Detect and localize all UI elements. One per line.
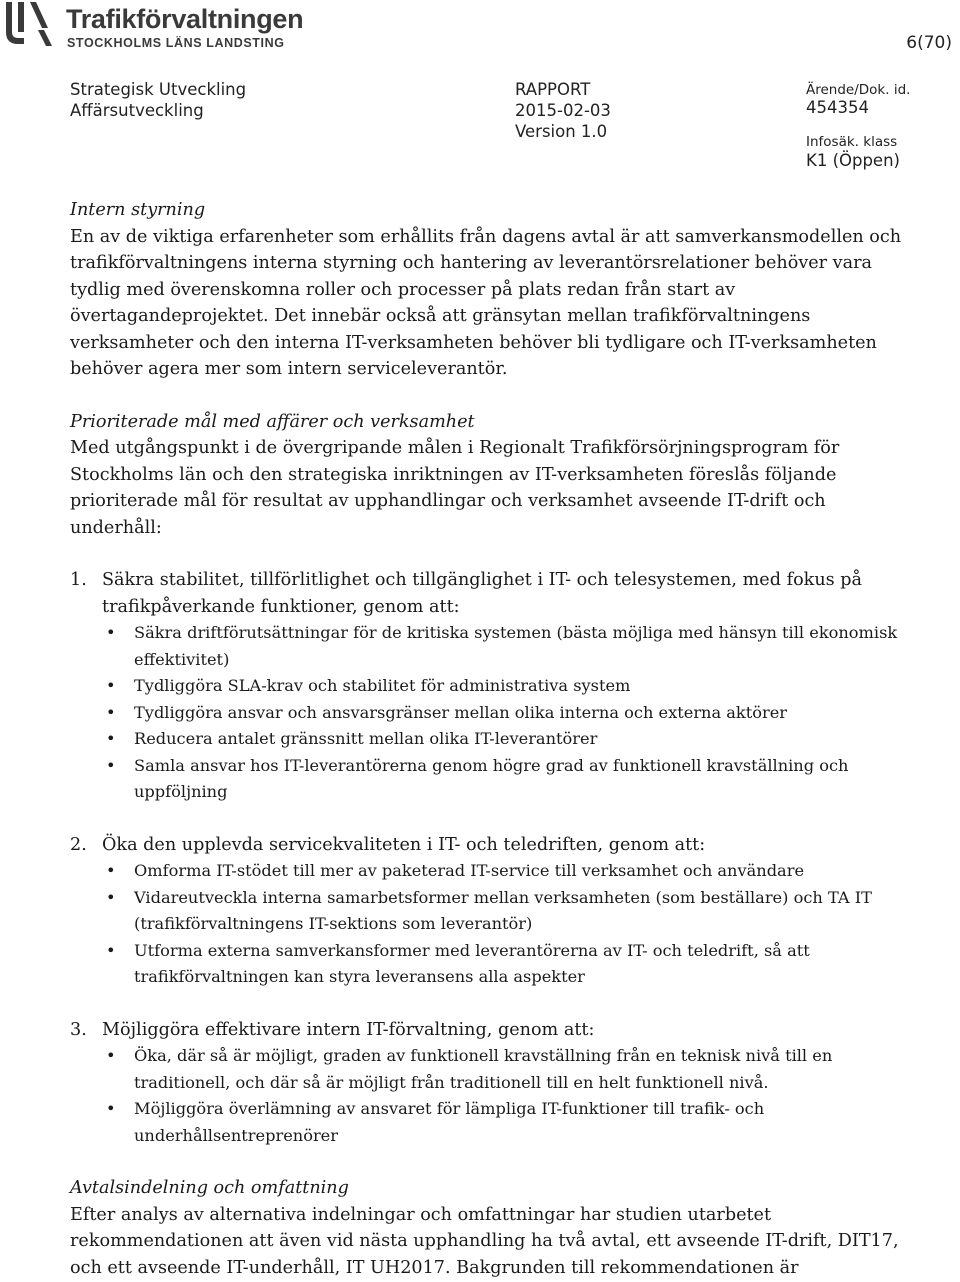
list-item — [70, 700, 920, 727]
paragraph-intern-part-1: En av de viktiga erfarenheter som erhållits från dagens avtal är att samverkansmodellen och trafikförvaltningens interna styrning och hantering av leverantörsrelationer behöver vara tydlig med överenskomna roller och processer på plats redan från start av övertagandeprojektet. — [70, 226, 902, 326]
list-item — [70, 1043, 920, 1096]
bullet-icon: • — [106, 1046, 116, 1065]
list-item-text: Möjliggöra överlämning av ansvaret för lämpliga IT-funktioner till trafik- och underhållsentreprenörer — [134, 1099, 765, 1145]
heading-avtalsindelning: Avtalsindelning och omfattning — [70, 1178, 349, 1198]
infosak-label: Infosäk. klass — [806, 134, 898, 150]
list-item — [70, 673, 920, 700]
bullet-icon: • — [106, 702, 116, 722]
list-item-text: Utforma externa samverkansformer med leverantörerna av IT- och teledrift, så att trafikförvaltningen kan styra leveransens alla aspekter — [134, 940, 810, 986]
bullet-icon: • — [106, 729, 116, 748]
heading-intern-styrning: Intern styrning — [70, 200, 206, 220]
bullet-icon: • — [106, 1099, 116, 1118]
goal-1-number: 1. — [70, 570, 87, 590]
goal-2-bullets — [70, 858, 920, 991]
bullet-icon: • — [106, 940, 116, 960]
bullet-icon: • — [106, 887, 116, 907]
paragraph-avtal: Efter analys av alternativa indelningar och omfattningar har studien utarbetet rekommendationen att även vid nästa upphandling ha två avtal, ett avseende IT-drift, DIT17, och ett avseende IT-underhåll, IT UH2017. Bakgrunden till rekommendationen är — [70, 1204, 899, 1278]
doc-block — [515, 79, 611, 142]
goal-2 — [70, 832, 920, 859]
paragraph-prio: Med utgångspunkt i de övergripande målen i Regionalt Trafikförsörjningsprogram för Stockholms län och den strategiska inriktningen av IT-verksamheten föreslås följande prioriterade mål för resultat av upphandlingar och verksamhet avseende IT-drift och underhåll: — [70, 438, 840, 538]
case-id: 454354 — [806, 98, 869, 117]
paragraph-intern-part-2: Det innebär också att gränsytan mellan trafikförvaltningens verksamheter och den interna IT-verksamheten behöver bli tydligare och IT-verksamheten behöver agera mer som intern serviceleverantör. — [70, 306, 877, 379]
bullet-icon: • — [106, 755, 116, 775]
goal-1 — [70, 567, 920, 620]
dept-line-2: Affärsutveckling — [70, 101, 204, 120]
document-body — [70, 197, 920, 1281]
page-number: 6(70) — [906, 33, 952, 53]
list-item — [70, 885, 920, 938]
paragraph-intern — [70, 224, 920, 383]
list-item — [70, 938, 920, 991]
goal-1-text: Säkra stabilitet, tillförlitlighet och tillgänglighet i IT- och telesystemen, med fokus på trafikpåverkande funktioner, genom att: — [102, 570, 863, 617]
list-item-text: Säkra driftförutsättningar för de kritiska systemen (bästa möjliga med hänsyn till ekonomisk effektivitet) — [134, 623, 898, 669]
list-item-text: Tydliggöra SLA-krav och stabilitet för administrativa system — [134, 676, 631, 695]
list-item — [70, 726, 920, 753]
logo-icon — [2, 2, 58, 46]
list-item-text: Vidareutveckla interna samarbetsformer mellan verksamheten (som beställare) och TA IT (trafikförvaltningens IT-sektions som leverantör) — [134, 887, 872, 933]
list-item — [70, 1096, 920, 1149]
goal-2-text: Öka den upplevda servicekvaliteten i IT- och teledriften, genom att: — [102, 834, 706, 855]
dept-block — [70, 79, 246, 121]
org-sub: STOCKHOLMS LÄNS LANDSTING — [67, 36, 285, 50]
list-item — [70, 753, 920, 806]
bullet-icon: • — [106, 861, 116, 880]
org-name: Trafikförvaltningen — [66, 4, 304, 34]
doc-version: Version 1.0 — [515, 122, 608, 141]
infosak-value: K1 (Öppen) — [806, 151, 900, 170]
doc-date: 2015-02-03 — [515, 101, 611, 120]
goal-3-bullets — [70, 1043, 920, 1149]
goal-2-number: 2. — [70, 834, 87, 855]
goal-1-bullets — [70, 620, 920, 806]
bullet-icon: • — [106, 676, 116, 695]
list-item-text: Samla ansvar hos IT-leverantörerna genom högre grad av funktionell kravställning och uppföljning — [134, 755, 849, 801]
goal-3 — [70, 1017, 920, 1044]
list-item-text: Tydliggöra ansvar och ansvarsgränser mellan olika interna och externa aktörer — [134, 702, 788, 722]
goal-3-text: Möjliggöra effektivare intern IT-förvaltning, genom att: — [102, 1019, 595, 1040]
list-item — [70, 858, 920, 885]
list-item-text: Öka, där så är möjligt, graden av funktionell kravställning från en teknisk nivå till en traditionell, och där så är möjligt från traditionell till en helt funktionell nivå. — [134, 1046, 833, 1092]
list-item-text: Reducera antalet gränssnitt mellan olika IT-leverantörer — [134, 729, 598, 748]
doc-type: RAPPORT — [515, 80, 591, 99]
list-item-text: Omforma IT-stödet till mer av paketerad IT-service till verksamhet och användare — [134, 861, 805, 880]
list-item — [70, 620, 920, 673]
goal-3-number: 3. — [70, 1019, 87, 1040]
heading-prioriterade-mal: Prioriterade mål med affärer och verksamhet — [70, 411, 475, 432]
dept-line-1: Strategisk Utveckling — [70, 80, 247, 99]
bullet-icon: • — [106, 623, 116, 642]
case-label: Ärende/Dok. id. — [806, 82, 911, 98]
